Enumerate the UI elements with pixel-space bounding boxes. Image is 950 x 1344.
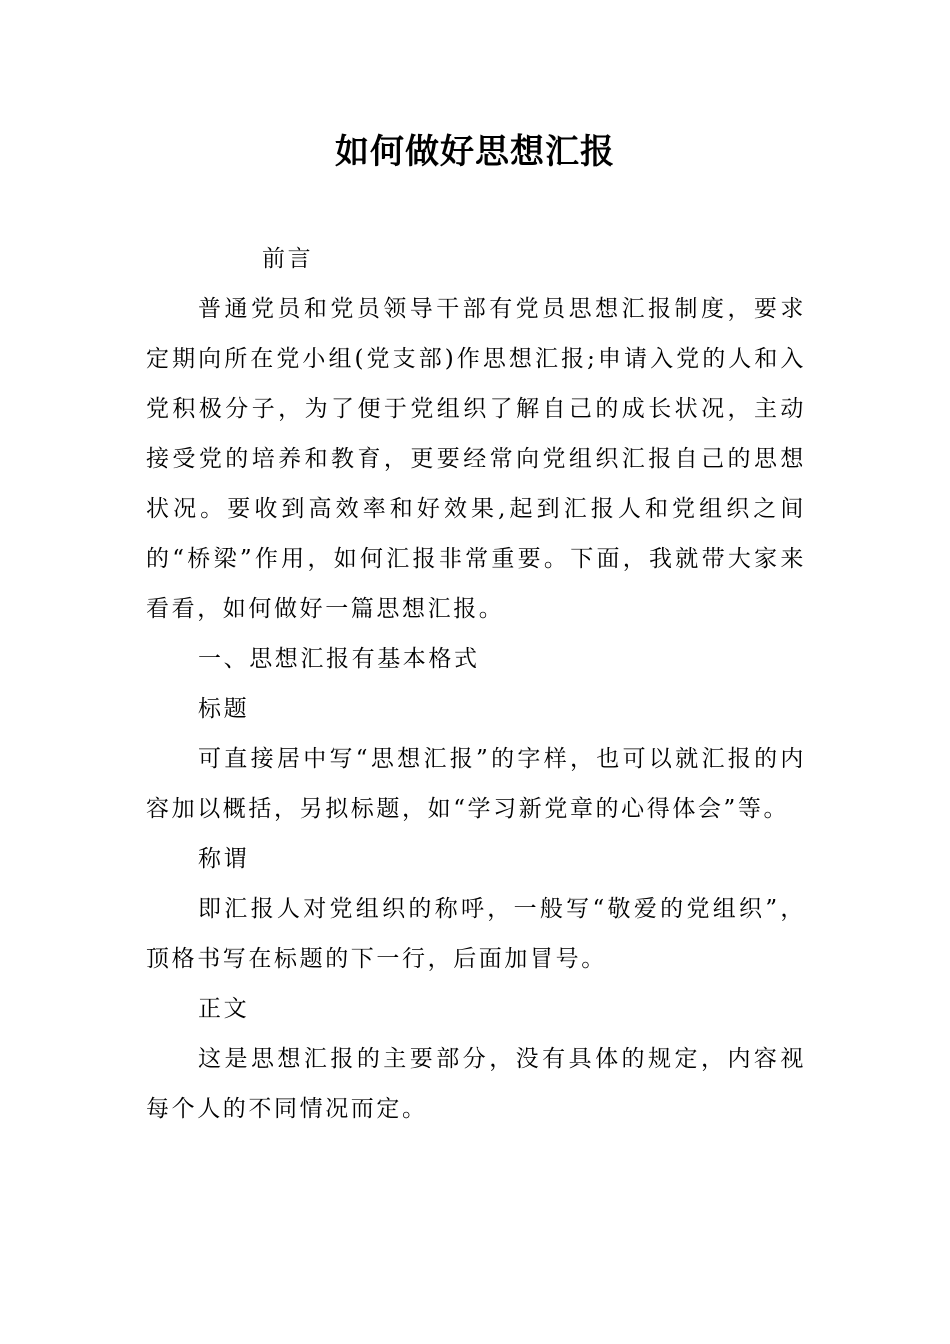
document-title: 如何做好思想汇报: [335, 132, 615, 172]
subheading-main-body: 正文: [198, 996, 250, 1022]
title-description-paragraph: 可直接居中写“思想汇报”的字样，也可以就汇报的内容加以概括，另拟标题，如“学习新党章的心得体会”等。: [146, 746, 806, 822]
section-heading-format: 一、思想汇报有基本格式: [198, 646, 480, 672]
subheading-title: 标题: [198, 696, 250, 722]
subheading-salutation: 称谓: [198, 846, 250, 872]
salutation-description-paragraph: 即汇报人对党组织的称呼，一般写“敬爱的党组织”，顶格书写在标题的下一行，后面加冒号。: [146, 896, 806, 972]
preface-heading: 前言: [262, 246, 314, 272]
document-body: [146, 234, 806, 1134]
intro-paragraph: 普通党员和党员领导干部有党员思想汇报制度，要求定期向所在党小组(党支部)作思想汇报;申请入党的人和入党积极分子，为了便于党组织了解自己的成长状况，主动接受党的培养和教育，更要经常向党组织汇报自己的思想状况。要收到高效率和好效果,起到汇报人和党组织之间的“桥梁”作用，如何汇报非常重要。下面，我就带大家来看看，如何做好一篇思想汇报。: [146, 296, 806, 622]
main-body-description-paragraph: 这是思想汇报的主要部分，没有具体的规定，内容视每个人的不同情况而定。: [146, 1046, 806, 1122]
